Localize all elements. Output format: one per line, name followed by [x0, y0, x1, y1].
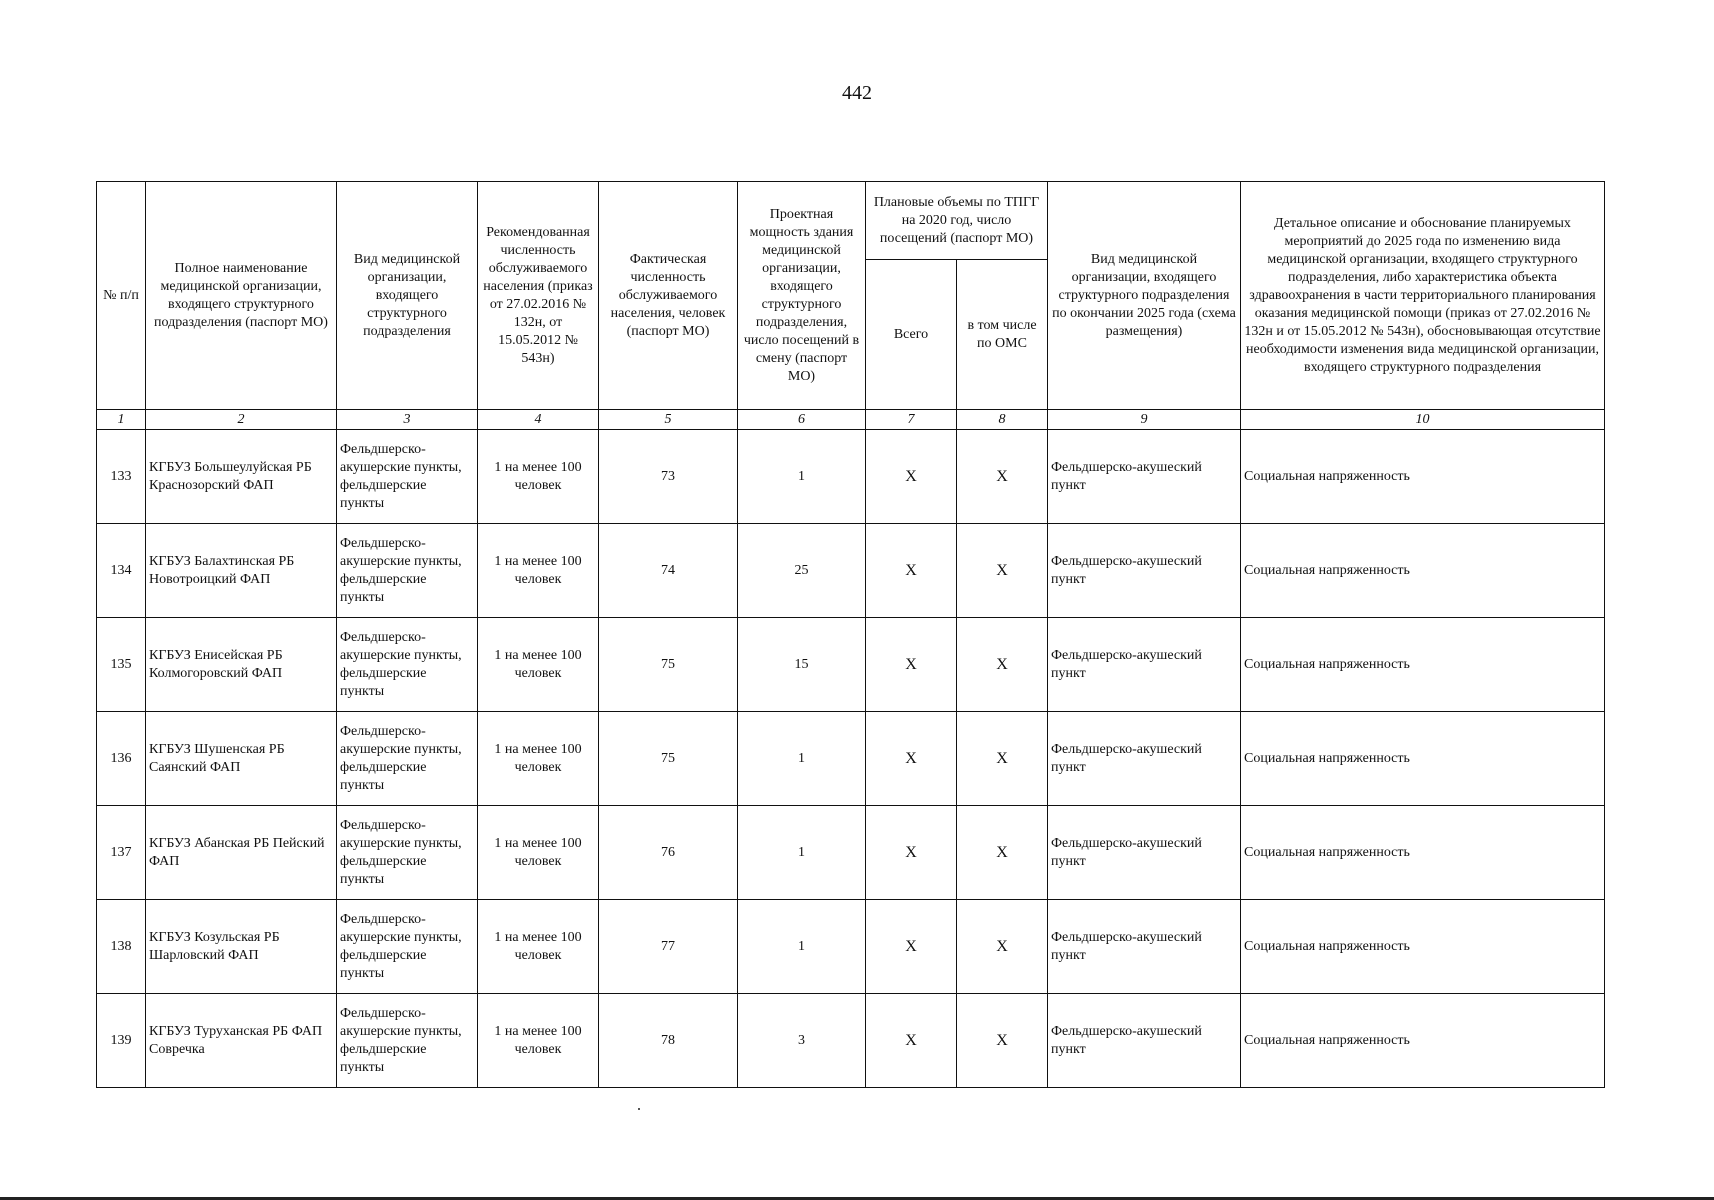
row-description: Социальная напряженность	[1241, 806, 1605, 900]
row-actual: 74	[599, 524, 738, 618]
row-capacity: 1	[738, 900, 866, 994]
row-num: 136	[97, 712, 146, 806]
facilities-table	[96, 181, 1605, 1088]
row-kind: Фельдшерско-акушерские пункты, фельдшерские пункты	[337, 994, 478, 1088]
row-num: 135	[97, 618, 146, 712]
header-planned-total: Всего	[866, 260, 957, 410]
row-kind-2025: Фельдшерско-акушеский пункт	[1048, 806, 1241, 900]
row-actual: 77	[599, 900, 738, 994]
row-name: КГБУЗ Шушенская РБ Саянский ФАП	[146, 712, 337, 806]
row-oms: X	[957, 712, 1048, 806]
header-kind-2025: Вид медицинской организации, входящего структурного подразделения по окончании 2025 года (схема размещения)	[1048, 182, 1241, 410]
row-recommended: 1 на менее 100 человек	[478, 994, 599, 1088]
row-capacity: 15	[738, 618, 866, 712]
row-description: Социальная напряженность	[1241, 994, 1605, 1088]
row-kind-2025: Фельдшерско-акушеский пункт	[1048, 430, 1241, 524]
row-recommended: 1 на менее 100 человек	[478, 806, 599, 900]
header-actual: Фактическая численность обслуживаемого населения, человек (паспорт МО)	[599, 182, 738, 410]
row-kind: Фельдшерско-акушерские пункты, фельдшерские пункты	[337, 430, 478, 524]
row-kind-2025: Фельдшерско-акушеский пункт	[1048, 994, 1241, 1088]
row-oms: X	[957, 618, 1048, 712]
row-total: X	[866, 712, 957, 806]
row-total: X	[866, 618, 957, 712]
row-num: 138	[97, 900, 146, 994]
row-name: КГБУЗ Большеулуйская РБ Краснозорский ФАП	[146, 430, 337, 524]
row-actual: 73	[599, 430, 738, 524]
row-num: 137	[97, 806, 146, 900]
header-capacity: Проектная мощность здания медицинской организации, входящего структурного подразделения, число посещений в смену (паспорт МО)	[738, 182, 866, 410]
row-actual: 75	[599, 618, 738, 712]
row-kind-2025: Фельдшерско-акушеский пункт	[1048, 524, 1241, 618]
table-row	[97, 994, 1605, 1088]
row-description: Социальная напряженность	[1241, 712, 1605, 806]
page-number: 442	[842, 82, 872, 104]
row-name: КГБУЗ Козульская РБ Шарловский ФАП	[146, 900, 337, 994]
header-planned-oms: в том числе по ОМС	[957, 260, 1048, 410]
row-num: 133	[97, 430, 146, 524]
column-number: 8	[957, 410, 1048, 430]
header-planned: Плановые объемы по ТПГГ на 2020 год, число посещений (паспорт МО)	[866, 182, 1048, 260]
row-kind: Фельдшерско-акушерские пункты, фельдшерские пункты	[337, 712, 478, 806]
row-name: КГБУЗ Енисейская РБ Колмогоровский ФАП	[146, 618, 337, 712]
column-number: 9	[1048, 410, 1241, 430]
row-recommended: 1 на менее 100 человек	[478, 712, 599, 806]
row-capacity: 1	[738, 712, 866, 806]
row-recommended: 1 на менее 100 человек	[478, 524, 599, 618]
row-total: X	[866, 994, 957, 1088]
row-oms: X	[957, 900, 1048, 994]
header-recommended: Рекомендованная численность обслуживаемого населения (приказ от 27.02.2016 № 132н, от 15.05.2012 № 543н)	[478, 182, 599, 410]
header-num: № п/п	[97, 182, 146, 410]
column-number: 6	[738, 410, 866, 430]
row-actual: 76	[599, 806, 738, 900]
row-name: КГБУЗ Туруханская РБ ФАП Совречка	[146, 994, 337, 1088]
row-description: Социальная напряженность	[1241, 900, 1605, 994]
row-recommended: 1 на менее 100 человек	[478, 430, 599, 524]
row-capacity: 3	[738, 994, 866, 1088]
row-capacity: 1	[738, 430, 866, 524]
header-description: Детальное описание и обоснование планируемых мероприятий до 2025 года по изменению вида медицинской организации, входящего структурного подразделения, либо характеристика объекта здравоохранения в части территориального планирования оказания медицинской помощи (приказ от 27.02.2016 № 132н и от 15.05.2012 № 543н), обосновывающая отсутствие необходимости изменения вида медицинской организации, входящего структурного подразделения	[1241, 182, 1605, 410]
row-capacity: 1	[738, 806, 866, 900]
header-kind: Вид медицинской организации, входящего структурного подразделения	[337, 182, 478, 410]
column-number: 10	[1241, 410, 1605, 430]
row-actual: 78	[599, 994, 738, 1088]
row-oms: X	[957, 994, 1048, 1088]
row-kind: Фельдшерско-акушерские пункты, фельдшерские пункты	[337, 900, 478, 994]
table-row	[97, 712, 1605, 806]
row-num: 139	[97, 994, 146, 1088]
header-row	[97, 182, 1605, 260]
header-name: Полное наименование медицинской организации, входящего структурного подразделения (паспорт МО)	[146, 182, 337, 410]
table-row	[97, 900, 1605, 994]
row-description: Социальная напряженность	[1241, 524, 1605, 618]
column-number: 3	[337, 410, 478, 430]
row-description: Социальная напряженность	[1241, 430, 1605, 524]
row-total: X	[866, 524, 957, 618]
row-kind: Фельдшерско-акушерские пункты, фельдшерские пункты	[337, 806, 478, 900]
row-kind-2025: Фельдшерско-акушеский пункт	[1048, 618, 1241, 712]
column-number: 4	[478, 410, 599, 430]
row-name: КГБУЗ Абанская РБ Пейский ФАП	[146, 806, 337, 900]
row-description: Социальная напряженность	[1241, 618, 1605, 712]
column-number: 7	[866, 410, 957, 430]
table-row	[97, 806, 1605, 900]
row-oms: X	[957, 806, 1048, 900]
table-row	[97, 618, 1605, 712]
row-capacity: 25	[738, 524, 866, 618]
row-actual: 75	[599, 712, 738, 806]
column-number: 5	[599, 410, 738, 430]
row-kind: Фельдшерско-акушерские пункты, фельдшерские пункты	[337, 524, 478, 618]
column-number: 2	[146, 410, 337, 430]
row-kind-2025: Фельдшерско-акушеский пункт	[1048, 900, 1241, 994]
row-num: 134	[97, 524, 146, 618]
column-number-row	[97, 410, 1605, 430]
row-oms: X	[957, 524, 1048, 618]
table-row	[97, 430, 1605, 524]
scan-artifact-dot	[638, 1108, 640, 1110]
row-oms: X	[957, 430, 1048, 524]
row-kind-2025: Фельдшерско-акушеский пункт	[1048, 712, 1241, 806]
row-recommended: 1 на менее 100 человек	[478, 900, 599, 994]
row-total: X	[866, 900, 957, 994]
row-total: X	[866, 806, 957, 900]
row-kind: Фельдшерско-акушерские пункты, фельдшерские пункты	[337, 618, 478, 712]
row-name: КГБУЗ Балахтинская РБ Новотроицкий ФАП	[146, 524, 337, 618]
column-number: 1	[97, 410, 146, 430]
row-recommended: 1 на менее 100 человек	[478, 618, 599, 712]
row-total: X	[866, 430, 957, 524]
table-row	[97, 524, 1605, 618]
